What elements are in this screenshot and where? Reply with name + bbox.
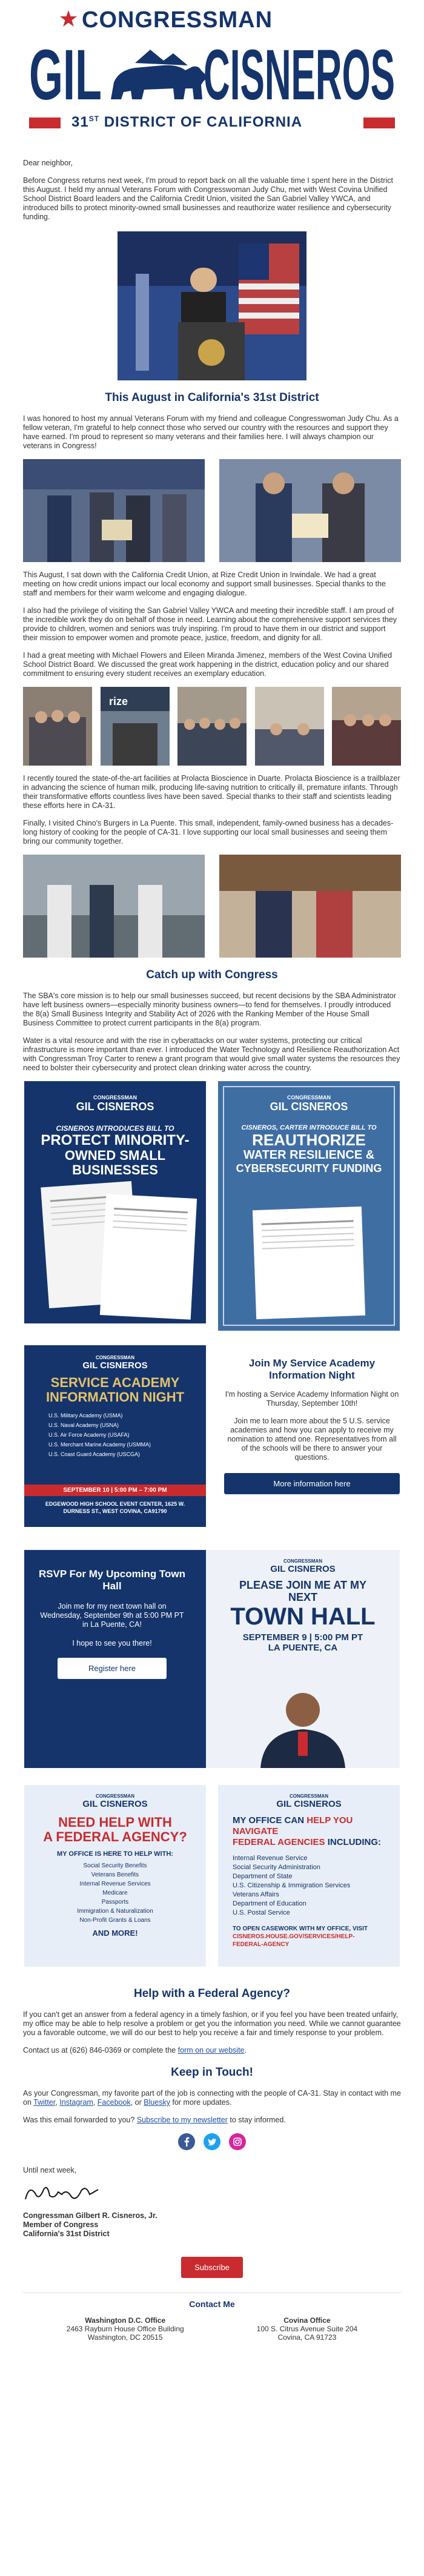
veterans-photo-1	[23, 459, 205, 562]
federal-title: Help with a Federal Agency?	[134, 1987, 290, 2000]
veterans-paragraph: I was honored to host my annual Veterans Forum with my friend and colleague Congresswoman Judy Chu. As a fellow veteran, I'm grateful to help connect those who served our country with the resources and support they have earned. I'm proud to represent so many veterans and their families here. I will always champion our veterans in Congress!	[23, 414, 399, 450]
help-item: Immigration & Naturalization	[77, 1908, 153, 1915]
header-district: 31ST DISTRICT OF CALIFORNIA	[71, 114, 303, 130]
svg-text:CISNEROS: CISNEROS	[204, 39, 395, 107]
academy-item: U.S. Military Academy (USMA)	[48, 1412, 123, 1419]
newsletter-header	[0, 0, 424, 145]
agency-list	[233, 1854, 400, 1918]
burgers-photo	[219, 855, 401, 958]
academy-list	[24, 1405, 206, 1459]
help-flyers	[0, 1785, 424, 1973]
academy-more-info-button[interactable]: More information here	[224, 1473, 400, 1494]
bill-document-3	[253, 1207, 365, 1319]
subscribe-link[interactable]: Subscribe to my newsletter	[136, 2116, 228, 2124]
credit-union-paragraph: This August, I sat down with the California Credit Union, at Rize Credit Union in Irwindale. We had a great meeting on how credit unions impact our local economy and support small businesses. Special thanks to the staff and members for their warm welcome and engaging dialogue.	[23, 571, 386, 597]
website-form-link[interactable]: form on our website	[177, 2046, 245, 2055]
instagram-link[interactable]: Instagram	[59, 2098, 93, 2107]
academy-p1: I'm hosting a Service Academy Information Night on Thursday, September 10th!	[225, 1390, 399, 1408]
academy-flyer[interactable]: CONGRESSMAN GIL CISNEROS SERVICE ACADEMY INFORMATION NIGHT U.S. Military Academy (USMA) U.S. Naval Academy (USNA) U.S. Air Force Academy (USAFA) U.S. Merchant Marine Academy (USMMA) U.S. Coast Guard Academy (USCGA) SEPTEMBER 10 | 5:00 PM – 7:00 PM EDGEWOOD HIGH SCHOOL EVENT CENTER, 1625 W. DURNESS ST., WEST COVINA, CA91790	[24, 1345, 206, 1527]
agency-item: Internal Revenue Service	[233, 1855, 308, 1862]
community-photo-4	[255, 687, 324, 766]
academy-item: U.S. Coast Guard Academy (USCGA)	[48, 1451, 141, 1457]
header-name-logo	[29, 39, 395, 107]
community-photos	[0, 687, 424, 766]
help-item: Internal Revenue Services	[79, 1881, 151, 1887]
townhall-section	[24, 1550, 400, 1768]
catchup-section	[0, 992, 424, 1073]
svg-text:GIL: GIL	[29, 39, 102, 107]
touch-title: Keep in Touch!	[171, 2066, 253, 2079]
greeting: Dear neighbor,	[23, 159, 73, 167]
school-board-paragraph: I had a great meeting with Michael Flowers and Eileen Miranda Jimenez, members of the West Covina Unified School District Board. We discussed the great work happening in the district, education policy and our shared commitment to ensuring every student receives an exemplary education.	[23, 651, 393, 678]
covina-office-title: Covina Office	[283, 2316, 331, 2325]
twitter-link[interactable]: Twitter	[33, 2098, 56, 2107]
help-item: Social Security Benefits	[83, 1862, 147, 1869]
academy-flyer-date: SEPTEMBER 10 | 5:00 PM – 7:00 PM	[24, 1485, 206, 1496]
water-paragraph: Water is a vital resource and with the rise in cyberattacks on our water systems, protecting our critical infrastructure is more important than ever. I introduced the Water Technology and Resilience Reauthorization Act with Congressman Troy Carter to renew a grant program that would give small water systems the resources they need to bolster their cybersecurity and protect clean drinking water across the country.	[23, 1036, 400, 1072]
social-icons	[0, 2133, 424, 2150]
covina-office-line1: 100 S. Citrus Avenue Suite 204	[256, 2325, 358, 2333]
academy-item: U.S. Naval Academy (USNA)	[48, 1422, 119, 1428]
hero-photo	[118, 231, 306, 380]
touch-paragraph: As your Congressman, my favorite part of the job is connecting with the people of CA-31. Stay in contact with me on Twitter, Instagram, Facebook, or Bluesky for more updates.	[23, 2089, 401, 2107]
dc-office	[67, 2316, 184, 2342]
academy-title: Join My Service Academy Information Night	[248, 1357, 376, 1381]
academy-item: U.S. Merchant Marine Academy (USMMA)	[48, 1442, 151, 1448]
bluesky-link[interactable]: Bluesky	[144, 2098, 171, 2107]
facebook-icon[interactable]	[178, 2133, 195, 2150]
community-photo-5	[332, 687, 401, 766]
help-list	[24, 1861, 206, 1925]
signoff-section	[0, 2166, 424, 2239]
townhall-p2: I hope to see you there!	[72, 1639, 152, 1647]
august-section-2	[0, 571, 424, 678]
townhall-title: RSVP For My Upcoming Town Hall	[38, 1568, 186, 1592]
bill-card-minority[interactable]: CONGRESSMAN GIL CISNEROS CISNEROS INTRODUCES BILL TO PROTECT MINORITY- OWNED SMALL BUSINESSES	[24, 1081, 206, 1323]
veterans-photo-2	[219, 459, 401, 562]
intro-paragraph: Before Congress returns next week, I'm proud to report back on all the valuable time I spent here in the District this August. I held my annual Veterans Forum with Congresswoman Judy Chu, met with West Covina Unified School District Board leaders and the California Credit Union, visited the San Gabriel Valley YWCA, and introduced bills to protect minority-owned small businesses and reauthorize water resilience and cybersecurity funding.	[23, 176, 394, 221]
bill-card-water[interactable]: CONGRESSMAN GIL CISNEROS CISNEROS, CARTER INTRODUCE BILL TO REAUTHORIZE WATER RESILIENCE & CYBERSECURITY FUNDING	[218, 1081, 400, 1331]
veterans-photos	[0, 459, 424, 562]
burgers-paragraph: Finally, I visited Chino's Burgers in La Puente. This small, independent, family-owned business has a decades-long history of cooking for the people of CA-31. I love supporting our local small businesses and seeing them bring our community together.	[23, 819, 394, 846]
help-item: Veterans Benefits	[91, 1872, 139, 1878]
august-section	[0, 414, 424, 451]
dc-office-title: Washington D.C. Office	[85, 2316, 166, 2325]
help-item: Medicare	[102, 1890, 128, 1896]
agency-item: U.S. Citizenship & Immigration Services	[233, 1882, 351, 1889]
agency-item: Veterans Affairs	[233, 1891, 279, 1898]
bill-cards	[0, 1081, 424, 1331]
august-section-3	[0, 774, 424, 846]
dc-office-line2: Washington, DC 20515	[87, 2333, 163, 2342]
prolacta-paragraph: I recently toured the state-of-the-art facilities at Prolacta Bioscience in Duarte. Prolacta Bioscience is a trailblazer in advancing the science of human milk, producing life-saving nutrition to critically ill, premature infants. Through their transformative efforts countless lives have been saved. Special thanks to their staff and scientists leading these efforts here in CA-31.	[23, 774, 400, 810]
subscribe-row	[0, 2257, 424, 2278]
signoff-district: California's 31st District	[23, 2230, 110, 2238]
subscribe-paragraph: Was this email forwarded to you? Subscribe to my newsletter to stay informed.	[23, 2116, 286, 2124]
agency-item: Department of Education	[233, 1900, 306, 1907]
academy-info	[224, 1357, 400, 1494]
sba-paragraph: The SBA's core mission is to help our small businesses succeed, but recent decisions by the SBA Administrator have left business owners—especially minority business owners—to fend for themselves. I proudly introduced the 8(a) Small Business Integrity and Stability Act of 2026 with the Ranking Member of the House Small Business Committee to protect current participants in the 8(a) program.	[23, 992, 396, 1027]
help-item: Non-Profit Grants & Loans	[79, 1917, 151, 1924]
subscribe-button[interactable]: Subscribe	[181, 2257, 243, 2278]
ywca-paragraph: I also had the privilege of visiting the San Gabriel Valley YWCA and meeting their incredible staff. I am proud of the incredible work they do on behalf of those in need. Learning about the comprehensive support services they provide to children, women and seniors was truly inspiring. I'm proud to have them in our district and support their mission to empower women and promote peace, justice, freedom, and dignity for all.	[23, 606, 397, 642]
federal-contact: Contact us at (626) 846-0369 or complete the form on our website.	[23, 2046, 247, 2055]
intro-section	[0, 159, 424, 222]
signoff-role: Member of Congress	[23, 2220, 99, 2229]
academy-p2: Join me to learn more about the 5 U.S. service academies and how you can apply to receive my nomination to attend one. Representatives from all of the schools will be there to answer your questions.	[227, 1417, 397, 1462]
academy-section	[0, 1345, 424, 1533]
covina-office	[257, 2316, 358, 2342]
help-item: Passports	[101, 1899, 129, 1906]
townhall-flyer[interactable]: CONGRESSMAN GIL CISNEROS PLEASE JOIN ME AT MY NEXT TOWN HALL SEPTEMBER 9 | 5:00 PM PT LA PUENTE, CA	[206, 1550, 400, 1768]
help-flyer[interactable]: CONGRESSMAN GIL CISNEROS NEED HELP WITH A FEDERAL AGENCY? MY OFFICE IS HERE TO HELP WITH: Social Security Benefits Veterans Benefits Internal Revenue Services Medicare Passports Immigration & Naturalization Non-Profit Grants & Loans AND MORE!	[24, 1785, 206, 1967]
townhall-p1: Join me for my next town hall on Wednesday, September 9th at 5:00 PM PT in La Puente, CA!	[40, 1602, 184, 1629]
community-photo-3	[177, 687, 247, 766]
federal-paragraph: If you can't get an answer from a federal agency in a timely fashion, or if you feel you have been treated unfairly, my office may be able to help resolve a problem or get you the information you need. While we cannot guarantee you a favorable outcome, we will do our best to help you receive a fair and timely response to your problem.	[23, 2010, 401, 2037]
svg-text:rize: rize	[108, 695, 128, 707]
academy-item: U.S. Air Force Academy (USAFA)	[48, 1432, 130, 1438]
agency-flyer[interactable]: CONGRESSMAN GIL CISNEROS MY OFFICE CAN HELP YOU NAVIGATE FEDERAL AGENCIES INCLUDING: Internal Revenue Service Social Security Administration Department of State U.S. Citizenship & Immigration Services Veterans Affairs Department of Education U.S. Postal Service TO OPEN CASEWORK WITH MY OFFICE, VISIT CISNEROS.HOUSE.GOV/SERVICES/HELP- FEDERAL-AGENCY	[218, 1785, 400, 1967]
federal-section	[0, 2010, 424, 2055]
community-photo-2	[101, 687, 170, 766]
instagram-icon[interactable]	[229, 2133, 246, 2150]
facebook-link[interactable]: Facebook	[97, 2098, 131, 2107]
bear-icon	[111, 50, 207, 99]
contact-section	[0, 2316, 424, 2354]
header-bar-left	[29, 118, 61, 128]
agency-item: Social Security Administration	[233, 1864, 320, 1871]
signature-image	[23, 2181, 102, 2205]
academy-flyer-location: EDGEWOOD HIGH SCHOOL EVENT CENTER, 1625 W. DURNESS ST., WEST COVINA, CA91790	[45, 1501, 185, 1514]
prolacta-photo	[23, 855, 205, 958]
star-icon	[59, 10, 78, 28]
dc-office-line1: 2463 Rayburn House Office Building	[66, 2325, 184, 2333]
townhall-info	[36, 1568, 188, 1679]
business-photos	[0, 855, 424, 958]
contact-title: Contact Me	[189, 2299, 235, 2309]
august-title: This August in California's 31st District	[105, 391, 319, 404]
covina-office-line2: Covina, CA 91723	[277, 2333, 337, 2342]
catchup-title: Catch up with Congress	[146, 968, 278, 981]
twitter-icon[interactable]	[204, 2133, 220, 2150]
signoff-name: Congressman Gilbert R. Cisneros, Jr.	[23, 2211, 157, 2220]
touch-section	[0, 2089, 424, 2125]
header-bar-right	[363, 118, 395, 128]
header-congressman: CONGRESSMAN	[82, 7, 273, 33]
townhall-portrait	[260, 1683, 345, 1768]
agency-item: U.S. Postal Service	[233, 1909, 290, 1916]
agency-item: Department of State	[233, 1873, 293, 1880]
until-next-week: Until next week,	[23, 2166, 77, 2174]
bill-document-2	[100, 1194, 197, 1320]
community-photo-1	[23, 687, 92, 766]
townhall-register-button[interactable]: Register here	[58, 1658, 167, 1679]
